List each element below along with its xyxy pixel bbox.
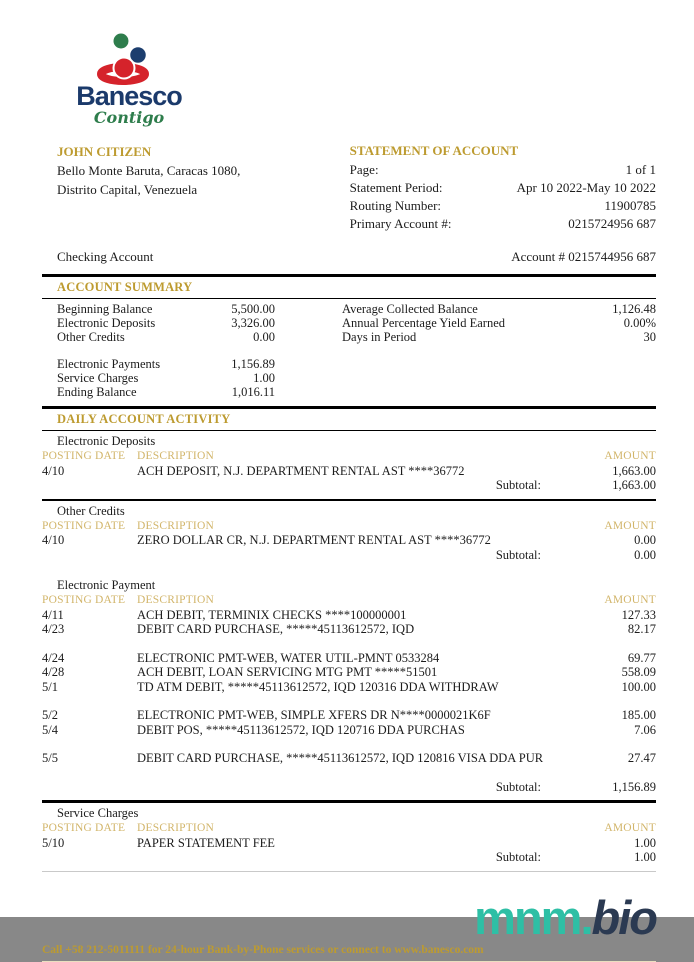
col-description: DESCRIPTION — [137, 519, 214, 532]
summary-left-column — [57, 302, 275, 399]
meta-label: Page: — [349, 162, 379, 177]
summary-label: Beginning Balance — [57, 302, 153, 316]
cell-amount: 1.00 — [634, 835, 656, 850]
summary-value: 1,126.48 — [612, 302, 656, 316]
table-row — [42, 723, 656, 738]
cell-amount: 127.33 — [621, 607, 656, 622]
cell-description: DEBIT POS, *****45113612572, IQD 120716 DDA PURCHAS — [137, 722, 465, 737]
summary-value: 30 — [643, 330, 656, 344]
table-row — [42, 608, 656, 623]
col-amount: AMOUNT — [604, 594, 656, 606]
divider — [42, 430, 656, 431]
table-row — [42, 737, 656, 766]
cell-date: 4/23 — [42, 622, 65, 636]
subtotal-row — [42, 478, 656, 493]
column-header-row — [42, 449, 656, 464]
account-summary — [42, 299, 656, 406]
cell-date: 4/24 — [42, 650, 65, 665]
cell-amount: 69.77 — [627, 650, 656, 665]
meta-label: Statement Period: — [349, 180, 443, 195]
customer-address-line2: Distrito Capital, Venezuela — [57, 182, 198, 197]
col-description: DESCRIPTION — [137, 594, 214, 606]
col-amount: AMOUNT — [604, 822, 656, 834]
cell-description: ACH DEBIT, TERMINIX CHECKS ****100000001 — [137, 607, 407, 622]
table-row — [42, 622, 656, 637]
summary-row — [57, 385, 275, 399]
summary-label: Other Credits — [57, 330, 125, 344]
col-description: DESCRIPTION — [137, 822, 214, 834]
divider — [42, 499, 656, 501]
cell-description: DEBIT CARD PURCHASE, *****45113612572, IQD — [137, 622, 415, 636]
summary-label: Days in Period — [342, 330, 417, 344]
cell-date: 5/5 — [42, 751, 58, 765]
meta-row-page — [350, 161, 656, 179]
customer-address-line1: Bello Monte Baruta, Caracas 1080, — [57, 163, 241, 178]
summary-value: 3,326.00 — [231, 316, 275, 330]
cell-description: ACH DEPOSIT, N.J. DEPARTMENT RENTAL AST ****36772 — [137, 463, 465, 478]
summary-value: 0.00 — [253, 330, 275, 344]
table-row — [42, 694, 656, 723]
summary-row — [57, 371, 275, 385]
subtotal-value: 1,156.89 — [612, 779, 656, 794]
summary-label: Service Charges — [57, 371, 139, 385]
meta-value: Apr 10 2022-May 10 2022 — [516, 180, 656, 195]
summary-value: 5,500.00 — [231, 302, 275, 316]
activity-section-electronic-payment — [42, 578, 656, 794]
cell-description: ELECTRONIC PMT-WEB, SIMPLE XFERS DR N****0000021K6F — [137, 708, 491, 722]
col-posting-date: POSTING DATE — [42, 594, 126, 606]
subtotal-label: Subtotal: — [495, 478, 541, 492]
cell-amount: 558.09 — [621, 665, 656, 679]
divider — [42, 871, 656, 872]
customer-name: JOHN CITIZEN — [57, 144, 152, 159]
meta-row-routing — [350, 197, 656, 215]
summary-label: Ending Balance — [57, 385, 137, 399]
cell-description: ACH DEBIT, LOAN SERVICING MTG PMT *****51501 — [137, 665, 438, 679]
subtotal-row — [42, 548, 656, 563]
info-band — [42, 142, 656, 233]
meta-value: 11900785 — [604, 198, 656, 213]
activity-section-electronic-deposits — [42, 434, 656, 493]
cell-date: 4/10 — [42, 463, 65, 478]
col-description: DESCRIPTION — [137, 450, 214, 462]
account-type-row — [42, 249, 656, 265]
account-summary-heading: ACCOUNT SUMMARY — [57, 280, 193, 294]
table-row — [42, 637, 656, 666]
watermark-primary: mnm. — [474, 890, 592, 944]
cell-amount: 82.17 — [627, 622, 656, 636]
summary-row — [57, 330, 275, 344]
summary-value: 1,156.89 — [231, 357, 275, 371]
summary-row — [57, 357, 275, 371]
summary-label: Electronic Payments — [57, 357, 161, 371]
subtotal-label: Subtotal: — [495, 779, 541, 794]
summary-row — [342, 330, 656, 344]
summary-label: Average Collected Balance — [342, 302, 478, 316]
statement-meta-block — [350, 142, 656, 233]
subtotal-value: 0.00 — [634, 547, 656, 562]
section-gap — [42, 568, 656, 575]
cell-date: 5/4 — [42, 722, 58, 737]
table-row — [42, 836, 656, 851]
cell-description: DEBIT CARD PURCHASE, *****45113612572, IQD 120816 VISA DDA PUR — [137, 751, 544, 765]
col-amount: AMOUNT — [604, 450, 656, 462]
table-row — [42, 680, 656, 695]
col-posting-date: POSTING DATE — [42, 450, 126, 462]
cell-amount: 1,663.00 — [612, 463, 656, 478]
banesco-logo-icon — [59, 26, 199, 86]
column-header-row — [42, 821, 656, 836]
summary-row — [342, 302, 656, 316]
mnm-bio-watermark — [42, 890, 656, 944]
cell-description: ZERO DOLLAR CR, N.J. DEPARTMENT RENTAL AST ****36772 — [137, 533, 491, 547]
summary-value: 0.00% — [623, 316, 656, 330]
cell-description: PAPER STATEMENT FEE — [137, 835, 275, 850]
col-posting-date: POSTING DATE — [42, 519, 126, 532]
activity-section-service-charges — [42, 806, 656, 865]
summary-spacer — [57, 344, 275, 357]
table-row — [42, 464, 656, 479]
cell-date: 5/2 — [42, 708, 58, 722]
cell-date: 4/11 — [42, 607, 64, 622]
banesco-logo — [54, 26, 204, 128]
meta-row-period — [350, 179, 656, 197]
cell-description: ELECTRONIC PMT-WEB, WATER UTIL-PMNT 0533284 — [137, 650, 440, 665]
cell-date: 4/28 — [42, 665, 65, 679]
cell-amount: 27.47 — [627, 751, 656, 765]
summary-row — [342, 316, 656, 330]
cell-description: TD ATM DEBIT, *****45113612572, IQD 120316 DDA WITHDRAW — [137, 679, 499, 694]
column-header-row — [42, 593, 656, 608]
subtotal-row — [42, 766, 656, 795]
subtotal-value: 1,663.00 — [612, 478, 656, 492]
activity-table — [42, 821, 656, 865]
subtotal-label: Subtotal: — [495, 850, 541, 864]
meta-label: Primary Account #: — [349, 216, 452, 231]
summary-right-column — [342, 302, 656, 399]
summary-label: Electronic Deposits — [57, 316, 156, 330]
cell-amount: 0.00 — [634, 533, 656, 547]
divider — [42, 961, 656, 962]
column-header-row — [42, 519, 656, 534]
summary-row — [57, 316, 275, 330]
activity-table — [42, 593, 656, 794]
summary-label: Annual Percentage Yield Earned — [342, 316, 506, 330]
account-type: Checking Account — [57, 249, 154, 264]
table-row — [42, 533, 656, 548]
col-posting-date: POSTING DATE — [42, 822, 126, 834]
activity-section-other-credits — [42, 504, 656, 563]
activity-table — [42, 519, 656, 563]
watermark-secondary: bio — [591, 890, 656, 944]
meta-value: 0215724956 687 — [568, 216, 656, 231]
meta-label: Routing Number: — [349, 198, 442, 213]
cell-amount: 185.00 — [621, 708, 656, 722]
col-amount: AMOUNT — [604, 519, 656, 532]
cell-date: 5/10 — [42, 835, 65, 850]
meta-value: 1 of 1 — [625, 162, 656, 177]
table-row — [42, 665, 656, 680]
cell-date: 5/1 — [42, 679, 58, 694]
bank-contact-footer: Call +58 212-5011111 for 24-hour Bank-by-Phone services or connect to www.banesco.com — [42, 943, 484, 956]
divider — [42, 800, 656, 803]
daily-activity-heading: DAILY ACCOUNT ACTIVITY — [57, 412, 231, 426]
summary-value: 1,016.11 — [231, 385, 275, 399]
activity-section-name: Electronic Payment — [57, 578, 156, 592]
account-number: Account # 0215744956 687 — [511, 249, 656, 264]
activity-section-name: Electronic Deposits — [57, 434, 156, 448]
bank-name: Banesco — [76, 81, 182, 111]
activity-table — [42, 449, 656, 493]
bank-tagline: Contigo — [93, 108, 165, 127]
statement-title: STATEMENT OF ACCOUNT — [349, 143, 519, 158]
meta-row-primary-account — [350, 215, 656, 233]
cell-date: 4/10 — [42, 533, 65, 547]
cell-amount: 7.06 — [634, 722, 656, 737]
subtotal-row — [42, 850, 656, 865]
cell-amount: 100.00 — [621, 679, 656, 694]
summary-row — [57, 302, 275, 316]
subtotal-value: 1.00 — [634, 850, 656, 864]
activity-section-name: Service Charges — [57, 806, 139, 820]
subtotal-label: Subtotal: — [495, 547, 541, 562]
customer-address-block — [42, 142, 350, 233]
summary-value: 1.00 — [253, 371, 275, 385]
activity-section-name: Other Credits — [57, 503, 125, 518]
